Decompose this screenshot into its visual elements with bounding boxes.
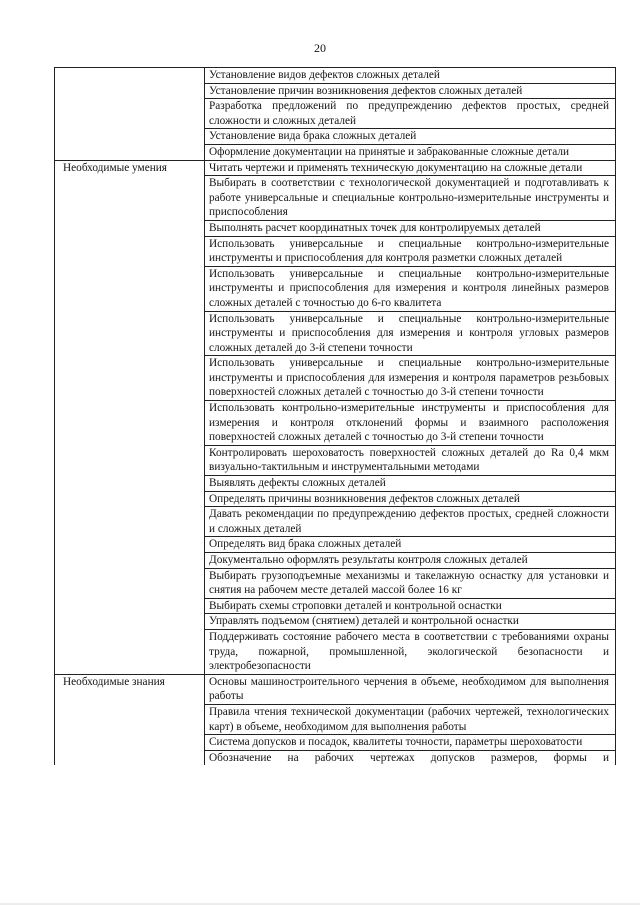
requirement-item: Обозначение на рабочих чертежах допусков размеров, формы и — [205, 750, 616, 765]
requirement-item: Определять причины возникновения дефектов сложных деталей — [205, 491, 616, 507]
section-label-continuation — [55, 598, 205, 614]
section-label: Необходимые умения — [55, 160, 205, 176]
section-label-continuation — [55, 614, 205, 630]
requirement-item: Выбирать в соответствии с технологической документацией и подготавливать к работе универсальные и специальные контрольно-измерительные инструменты и приспособления — [205, 176, 616, 221]
table-row — [55, 445, 616, 475]
requirement-item: Выбирать схемы строповки деталей и контрольной оснастки — [205, 598, 616, 614]
requirement-item: Правила чтения технической документации (рабочих чертежей, технологических карт) в объеме, необходимом для выполнения работы — [205, 704, 616, 734]
section-label-continuation — [55, 176, 205, 221]
table-body — [55, 68, 616, 766]
section-label-continuation — [55, 750, 205, 765]
section-label-continuation — [55, 568, 205, 598]
requirement-item: Система допусков и посадок, квалитеты точности, параметры шероховатости — [205, 735, 616, 751]
table-row — [55, 476, 616, 492]
requirement-item: Читать чертежи и применять техническую документацию на сложные детали — [205, 160, 616, 176]
requirement-item: Выполнять расчет координатных точек для контролируемых деталей — [205, 220, 616, 236]
table-row — [55, 311, 616, 356]
requirement-item: Определять вид брака сложных деталей — [205, 537, 616, 553]
section-label-continuation — [55, 83, 205, 99]
requirement-item: Контролировать шероховатость поверхностей сложных деталей до Ra 0,4 мкм визуально-тактильным и инструментальными методами — [205, 445, 616, 475]
section-label-continuation — [55, 704, 205, 734]
table-row — [55, 266, 616, 311]
requirement-item: Установление вида брака сложных деталей — [205, 129, 616, 145]
table-row — [55, 735, 616, 751]
table-row — [55, 99, 616, 129]
table-row — [55, 160, 616, 176]
section-label-continuation — [55, 266, 205, 311]
section-label-continuation — [55, 537, 205, 553]
table-row — [55, 674, 616, 704]
table-row — [55, 401, 616, 446]
requirement-item: Использовать универсальные и специальные контрольно-измерительные инструменты и приспособления для измерения и контроля угловых размеров сложных деталей до 3-й степени точности — [205, 311, 616, 356]
requirement-item: Разработка предложений по предупреждению дефектов простых, средней сложности и сложных деталей — [205, 99, 616, 129]
section-label-continuation — [55, 129, 205, 145]
table-row — [55, 68, 616, 84]
section-label-continuation — [55, 236, 205, 266]
table-row — [55, 220, 616, 236]
requirement-item: Оформление документации на принятые и забракованные сложные детали — [205, 144, 616, 160]
section-label-continuation — [55, 220, 205, 236]
requirement-item: Выявлять дефекты сложных деталей — [205, 476, 616, 492]
requirement-item: Использовать универсальные и специальные контрольно-измерительные инструменты и приспособления для измерения и контроля параметров резьбовых поверхностей сложных деталей с точностью до 3-й степени точности — [205, 356, 616, 401]
section-label-continuation — [55, 735, 205, 751]
section-label-continuation — [55, 476, 205, 492]
table-row — [55, 537, 616, 553]
section-label-continuation — [55, 553, 205, 569]
requirement-item: Установление видов дефектов сложных деталей — [205, 68, 616, 84]
section-label-continuation — [55, 629, 205, 674]
requirement-item: Использовать универсальные и специальные контрольно-измерительные инструменты и приспособления для измерения и контроля линейных размеров сложных деталей с точностью до 6-го квалитета — [205, 266, 616, 311]
table-row — [55, 356, 616, 401]
table-row — [55, 629, 616, 674]
table-row — [55, 236, 616, 266]
table-row — [55, 491, 616, 507]
table-row — [55, 83, 616, 99]
section-label-continuation — [55, 401, 205, 446]
requirement-item: Документально оформлять результаты контроля сложных деталей — [205, 553, 616, 569]
requirement-item: Управлять подъемом (снятием) деталей и контрольной оснастки — [205, 614, 616, 630]
section-label-continuation — [55, 445, 205, 475]
requirement-item: Основы машиностроительного черчения в объеме, необходимом для выполнения работы — [205, 674, 616, 704]
requirement-item: Установление причин возникновения дефектов сложных деталей — [205, 83, 616, 99]
table-row — [55, 507, 616, 537]
table-row — [55, 750, 616, 765]
requirement-item: Поддерживать состояние рабочего места в соответствии с требованиями охраны труда, пожарной, промышленной, экологической безопасности и электробезопасности — [205, 629, 616, 674]
section-label-continuation — [55, 491, 205, 507]
section-label-continuation — [55, 507, 205, 537]
table-row — [55, 129, 616, 145]
table-row — [55, 553, 616, 569]
requirement-item: Использовать универсальные и специальные контрольно-измерительные инструменты и приспособления для контроля разметки сложных деталей — [205, 236, 616, 266]
table-row — [55, 598, 616, 614]
table-row — [55, 144, 616, 160]
table-row — [55, 568, 616, 598]
page-number: 20 — [314, 41, 326, 55]
requirements-table — [54, 67, 616, 765]
table-row — [55, 614, 616, 630]
requirement-item: Выбирать грузоподъемные механизмы и такелажную оснастку для установки и снятия на рабочем месте деталей массой более 16 кг — [205, 568, 616, 598]
requirement-item: Использовать контрольно-измерительные инструменты и приспособления для измерения и контроля отклонений формы и взаимного расположения поверхностей сложных деталей с точностью до 3-й степени точности — [205, 401, 616, 446]
section-label-continuation — [55, 144, 205, 160]
table-row — [55, 704, 616, 734]
section-label-continuation — [55, 356, 205, 401]
table-row — [55, 176, 616, 221]
section-label — [55, 68, 205, 84]
section-label-continuation — [55, 311, 205, 356]
requirement-item: Давать рекомендации по предупреждению дефектов простых, средней сложности и сложных деталей — [205, 507, 616, 537]
section-label: Необходимые знания — [55, 674, 205, 704]
section-label-continuation — [55, 99, 205, 129]
